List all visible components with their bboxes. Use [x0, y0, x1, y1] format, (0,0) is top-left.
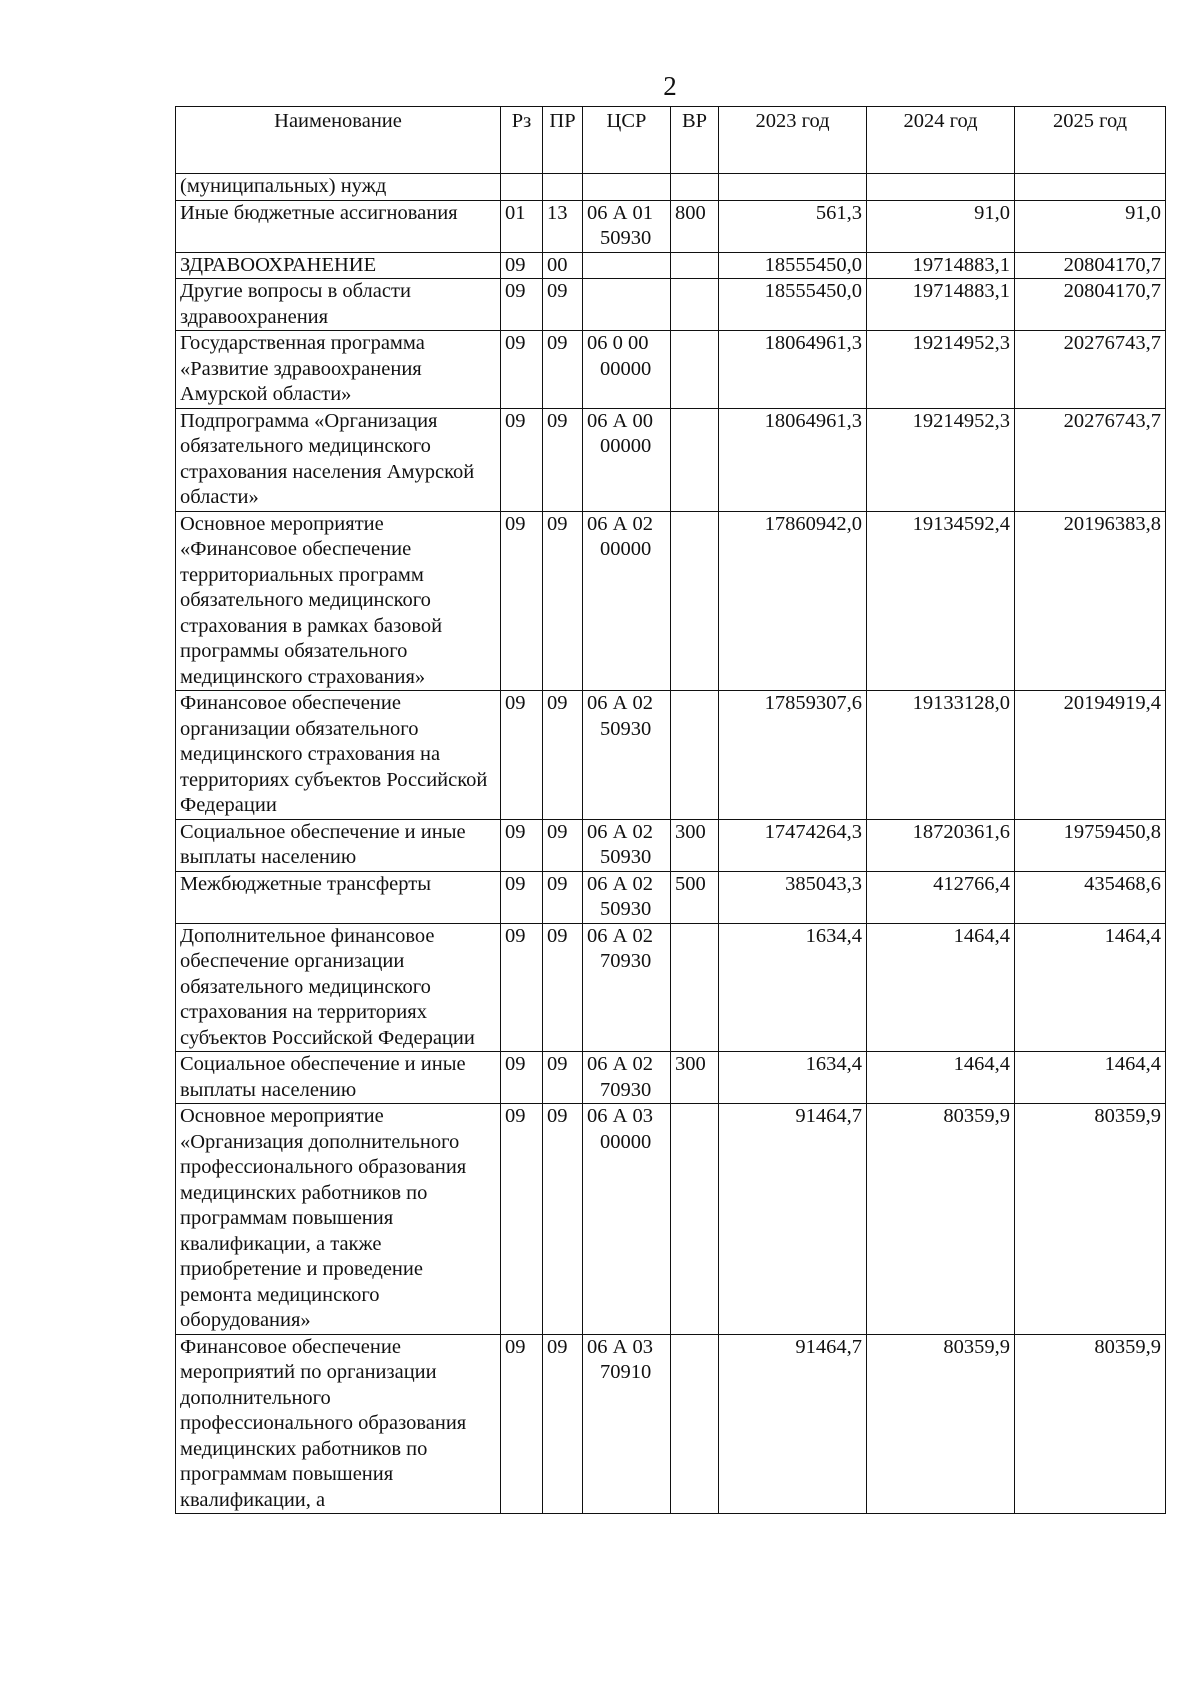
cell-vr	[671, 408, 719, 511]
cell-name: Государственная программа «Развитие здравоохранения Амурской области»	[176, 331, 501, 409]
header-2024: 2024 год	[867, 107, 1015, 174]
cell-vr	[671, 174, 719, 201]
cell-vr: 300	[671, 819, 719, 871]
cell-rz: 01	[501, 200, 543, 252]
cell-2024: 19134592,4	[867, 511, 1015, 691]
csr-part-1: 06 А 03	[587, 1335, 654, 1358]
cell-2023: 561,3	[719, 200, 867, 252]
table-row	[176, 1104, 1166, 1335]
cell-csr	[583, 1104, 671, 1335]
cell-rz	[501, 174, 543, 201]
cell-2025: 20276743,7	[1015, 408, 1166, 511]
cell-name: Иные бюджетные ассигнования	[176, 200, 501, 252]
table-row	[176, 511, 1166, 691]
table-row	[176, 408, 1166, 511]
table-row	[176, 200, 1166, 252]
cell-rz: 09	[501, 819, 543, 871]
cell-2023: 91464,7	[719, 1104, 867, 1335]
cell-vr	[671, 331, 719, 409]
cell-rz: 09	[501, 923, 543, 1052]
cell-vr	[671, 1334, 719, 1514]
cell-2024: 1464,4	[867, 923, 1015, 1052]
header-name: Наименование	[176, 107, 501, 174]
csr-part-1: 06 А 02	[587, 924, 654, 947]
csr-part-1: 06 А 02	[587, 512, 654, 535]
table-row	[176, 691, 1166, 820]
cell-csr	[583, 691, 671, 820]
cell-vr	[671, 691, 719, 820]
cell-name: ЗДРАВООХРАНЕНИЕ	[176, 252, 501, 279]
cell-name: Социальное обеспечение и иные выплаты населению	[176, 1052, 501, 1104]
csr-part-1: 06 А 02	[587, 692, 654, 714]
cell-2024: 91,0	[867, 200, 1015, 252]
cell-csr	[583, 408, 671, 511]
cell-rz: 09	[501, 1104, 543, 1335]
cell-vr	[671, 923, 719, 1052]
cell-rz: 09	[501, 252, 543, 279]
cell-csr	[583, 200, 671, 252]
cell-2023: 18555450,0	[719, 252, 867, 279]
cell-pr: 09	[543, 819, 583, 871]
budget-table	[175, 106, 1166, 1514]
table-row	[176, 1334, 1166, 1514]
cell-csr	[583, 923, 671, 1052]
cell-vr	[671, 279, 719, 331]
cell-csr	[583, 1334, 671, 1514]
header-2025: 2025 год	[1015, 107, 1166, 174]
header-2023: 2023 год	[719, 107, 867, 174]
cell-rz: 09	[501, 331, 543, 409]
cell-2024	[867, 174, 1015, 201]
cell-2024: 19214952,3	[867, 408, 1015, 511]
cell-vr	[671, 511, 719, 691]
csr-part-2: 70930	[600, 950, 652, 972]
table-row	[176, 279, 1166, 331]
cell-2025: 20804170,7	[1015, 279, 1166, 331]
cell-pr: 09	[543, 1334, 583, 1514]
csr-part-1: 06 А 01	[587, 201, 654, 224]
csr-part-1: 06 А 00	[587, 409, 654, 432]
cell-rz: 09	[501, 691, 543, 820]
csr-part-2: 70930	[600, 1078, 652, 1101]
cell-2024: 18720361,6	[867, 819, 1015, 871]
cell-2025: 80359,9	[1015, 1104, 1166, 1335]
csr-part-2: 70910	[600, 1361, 652, 1383]
cell-csr	[583, 1052, 671, 1104]
cell-2023: 18064961,3	[719, 331, 867, 409]
cell-pr: 09	[543, 331, 583, 409]
csr-part-2: 00000	[600, 1130, 652, 1153]
cell-2024: 412766,4	[867, 871, 1015, 923]
cell-pr: 09	[543, 923, 583, 1052]
csr-part-1: 06 А 02	[587, 872, 654, 895]
cell-csr	[583, 871, 671, 923]
cell-2023: 91464,7	[719, 1334, 867, 1514]
cell-pr: 09	[543, 1104, 583, 1335]
csr-part-2: 00000	[600, 435, 652, 457]
cell-2025: 20196383,8	[1015, 511, 1166, 691]
csr-part-1: 06 А 02	[587, 1053, 654, 1075]
table-row	[176, 819, 1166, 871]
table-row	[176, 871, 1166, 923]
csr-part-2: 50930	[600, 717, 652, 740]
cell-name: (муниципальных) нужд	[176, 174, 501, 201]
cell-pr: 00	[543, 252, 583, 279]
csr-part-1: 06 А 02	[587, 820, 654, 843]
table-row	[176, 174, 1166, 201]
cell-2025: 20276743,7	[1015, 331, 1166, 409]
cell-2025: 1464,4	[1015, 1052, 1166, 1104]
cell-2024: 80359,9	[867, 1334, 1015, 1514]
cell-2024: 19714883,1	[867, 252, 1015, 279]
cell-vr: 500	[671, 871, 719, 923]
table-row	[176, 252, 1166, 279]
cell-rz: 09	[501, 1334, 543, 1514]
cell-2024: 19133128,0	[867, 691, 1015, 820]
cell-csr	[583, 819, 671, 871]
header-pr: ПР	[543, 107, 583, 174]
csr-part-2: 50930	[600, 898, 652, 920]
cell-name: Дополнительное финансовое обеспечение организации обязательного медицинского страхования на территориях субъектов Российской Федерации	[176, 923, 501, 1052]
cell-2023: 17859307,6	[719, 691, 867, 820]
cell-csr	[583, 279, 671, 331]
cell-name: Основное мероприятие «Организация дополнительного профессионального образования медицинских работников по программам повышения квалификации, а также приобретение и проведение ремонта медицинского оборудования»	[176, 1104, 501, 1335]
cell-name: Финансовое обеспечение организации обязательного медицинского страхования на территориях субъектов Российской Федерации	[176, 691, 501, 820]
cell-pr: 09	[543, 279, 583, 331]
cell-rz: 09	[501, 871, 543, 923]
cell-2023: 1634,4	[719, 1052, 867, 1104]
cell-2023: 18064961,3	[719, 408, 867, 511]
cell-pr: 09	[543, 1052, 583, 1104]
cell-name: Другие вопросы в области здравоохранения	[176, 279, 501, 331]
cell-name: Социальное обеспечение и иные выплаты населению	[176, 819, 501, 871]
cell-pr: 09	[543, 408, 583, 511]
table-row	[176, 923, 1166, 1052]
cell-2025: 20804170,7	[1015, 252, 1166, 279]
cell-2024: 80359,9	[867, 1104, 1015, 1335]
cell-name: Основное мероприятие «Финансовое обеспечение территориальных программ обязательного медицинского страхования в рамках базовой программы обязательного медицинского страхования»	[176, 511, 501, 691]
cell-2024: 19714883,1	[867, 279, 1015, 331]
cell-2025: 1464,4	[1015, 923, 1166, 1052]
cell-2025: 19759450,8	[1015, 819, 1166, 871]
csr-part-1: 06 А 03	[587, 1105, 654, 1127]
header-rz: Рз	[501, 107, 543, 174]
cell-csr	[583, 511, 671, 691]
cell-2023: 18555450,0	[719, 279, 867, 331]
cell-2023: 17860942,0	[719, 511, 867, 691]
cell-2025	[1015, 174, 1166, 201]
cell-rz: 09	[501, 1052, 543, 1104]
cell-name: Финансовое обеспечение мероприятий по организации дополнительного профессионального образования медицинских работников по программам повышения квалификации, а	[176, 1334, 501, 1514]
cell-pr: 09	[543, 871, 583, 923]
cell-2025: 435468,6	[1015, 871, 1166, 923]
cell-vr	[671, 252, 719, 279]
csr-part-2: 50930	[600, 227, 652, 249]
header-vr: ВР	[671, 107, 719, 174]
cell-2025: 20194919,4	[1015, 691, 1166, 820]
cell-csr	[583, 331, 671, 409]
cell-csr	[583, 174, 671, 201]
cell-pr: 13	[543, 200, 583, 252]
header-csr: ЦСР	[583, 107, 671, 174]
table-header	[176, 107, 1166, 174]
cell-2024: 1464,4	[867, 1052, 1015, 1104]
cell-pr	[543, 174, 583, 201]
cell-name: Подпрограмма «Организация обязательного медицинского страхования населения Амурской области»	[176, 408, 501, 511]
cell-name: Межбюджетные трансферты	[176, 871, 501, 923]
cell-pr: 09	[543, 511, 583, 691]
cell-csr	[583, 252, 671, 279]
table-row	[176, 331, 1166, 409]
cell-2025: 91,0	[1015, 200, 1166, 252]
table-row	[176, 1052, 1166, 1104]
cell-2023	[719, 174, 867, 201]
cell-vr: 800	[671, 200, 719, 252]
cell-2023: 385043,3	[719, 871, 867, 923]
cell-rz: 09	[501, 511, 543, 691]
cell-vr: 300	[671, 1052, 719, 1104]
cell-2025: 80359,9	[1015, 1334, 1166, 1514]
table-body	[176, 174, 1166, 1514]
cell-rz: 09	[501, 279, 543, 331]
cell-2023: 17474264,3	[719, 819, 867, 871]
csr-part-1: 06 0 00	[587, 332, 649, 354]
csr-part-2: 00000	[600, 538, 652, 560]
csr-part-2: 00000	[600, 357, 652, 380]
cell-rz: 09	[501, 408, 543, 511]
cell-2024: 19214952,3	[867, 331, 1015, 409]
cell-vr	[671, 1104, 719, 1335]
cell-pr: 09	[543, 691, 583, 820]
page-number: 2	[663, 71, 677, 101]
cell-2023: 1634,4	[719, 923, 867, 1052]
csr-part-2: 50930	[600, 846, 652, 868]
